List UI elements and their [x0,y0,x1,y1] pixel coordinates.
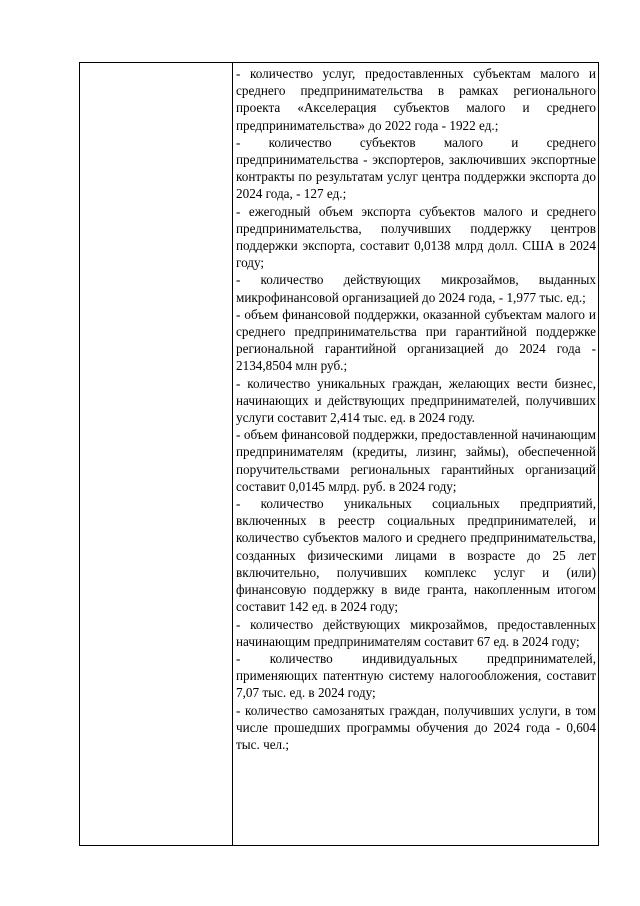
indicator-paragraph: - количество действующих микрозаймов, предоставленных начинающим предпринимателям составит 67 ед. в 2024 году; [236,616,596,649]
indicator-paragraph: - объем финансовой поддержки, предоставленной начинающим предпринимателям (кредиты, лизинг, займы), обеспеченной поручительствами региональных гарантийных организаций составит 0,0145 млрд. руб. в 2024 году; [236,427,596,494]
indicator-paragraph: - количество уникальных граждан, желающих вести бизнес, начинающих и действующих предпринимателей, получивших услуги составит 2,414 тыс. ед. в 2024 году. [236,375,596,426]
indicator-paragraph: - объем финансовой поддержки, оказанной субъектам малого и среднего предпринимательства при гарантийной поддержке региональной гарантийной организацией до 2024 года - 2134,8504 млн руб.; [236,306,596,374]
document-table [79,62,599,846]
indicators-cell [233,63,598,845]
indicator-paragraph: - количество услуг, предоставленных субъектам малого и среднего предпринимательства в рамках регионального проекта «Акселерация субъектов малого и среднего предпринимательства» до 2022 года - 1922 ед.; [236,66,596,133]
indicator-paragraph: - ежегодный объем экспорта субъектов малого и среднего предпринимательства, получивших поддержку центров поддержки экспорта, составит 0,0138 млрд долл. США в 2024 году; [236,203,596,271]
empty-left-cell [80,63,233,845]
indicator-paragraph: - количество самозанятых граждан, получивших услуги, в том числе прошедших программы обучения до 2024 года - 0,604 тыс. чел.; [236,702,596,752]
indicator-paragraph: - количество действующих микрозаймов, выданных микрофинансовой организацией до 2024 года, - 1,977 тыс. ед.; [236,272,596,305]
indicator-paragraph: - количество уникальных социальных предприятий, включенных в реестр социальных предпринимателей, и количество субъектов малого и среднего предпринимательства, созданных физическими лицами в возрасте до 25 лет включительно, получивших комплекс услуг и (или) финансовую поддержку в виде гранта, накопленным итогом составит 142 ед. в 2024 году; [236,496,596,615]
indicator-paragraph: - количество субъектов малого и среднего предпринимательства - экспортеров, заключивших экспортные контракты по результатам услуг центра поддержки экспорта до 2024 года, - 127 ед.; [236,134,596,202]
indicator-paragraph: - количество индивидуальных предпринимателей, применяющих патентную систему налогообложения, составит 7,07 тыс. ед. в 2024 году; [236,650,596,701]
